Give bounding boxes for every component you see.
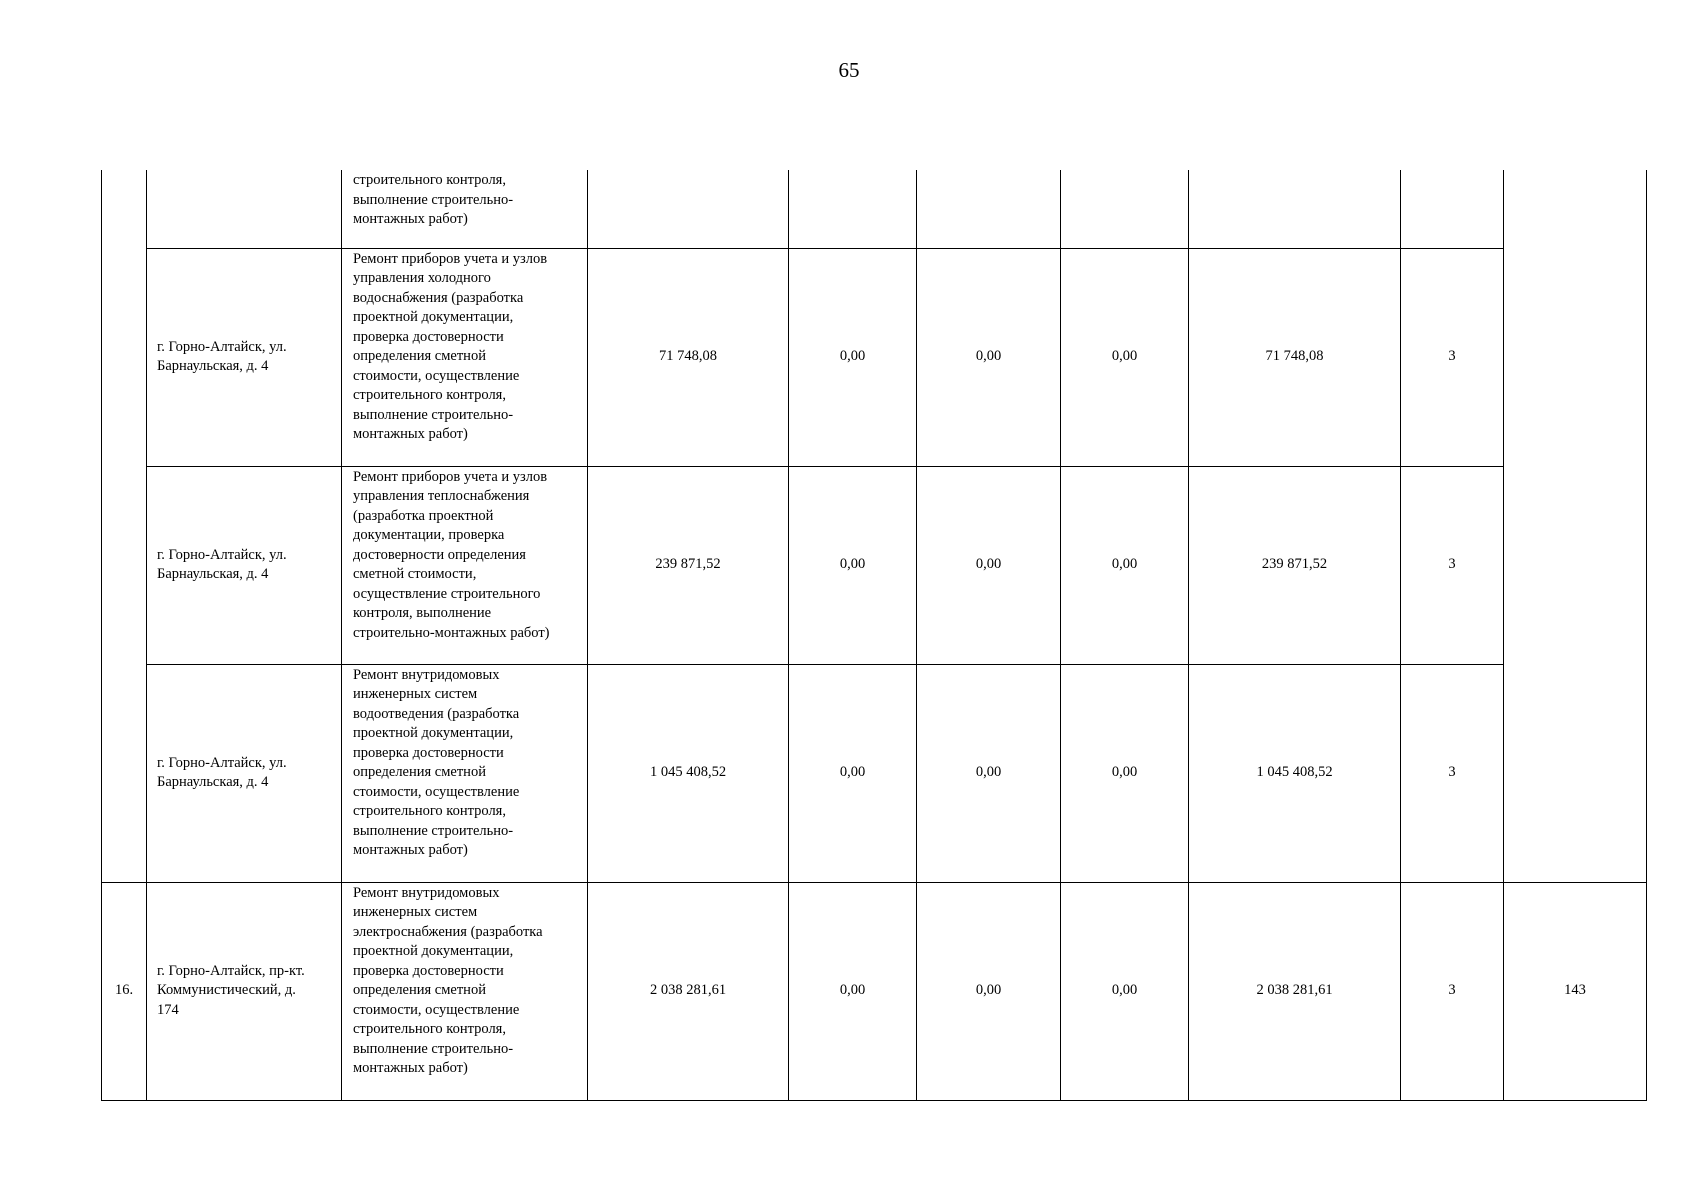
federal-funds-cell: 0,00 (789, 248, 917, 466)
method-cell: 3 (1401, 882, 1504, 1100)
address-cell: г. Горно-Алтайск, ул. Барнаульская, д. 4 (147, 664, 342, 882)
regional-funds-cell: 0,00 (917, 248, 1061, 466)
work-description-cell: Ремонт внутридомовых инженерных систем электроснабжения (разработка проектной документации, проверка достоверности определения сметной стоимости, осуществление строительного контроля, выполнение строительно- монтажных работ) (342, 882, 588, 1100)
method-cell: 3 (1401, 664, 1504, 882)
regional-funds-cell (917, 170, 1061, 248)
owners-funds-cell: 1 045 408,52 (1189, 664, 1401, 882)
federal-funds-cell: 0,00 (789, 664, 917, 882)
table-row (102, 170, 1647, 248)
method-cell: 3 (1401, 466, 1504, 664)
local-funds-cell (1061, 170, 1189, 248)
federal-funds-cell: 0,00 (789, 466, 917, 664)
local-funds-cell: 0,00 (1061, 466, 1189, 664)
owners-funds-cell (1189, 170, 1401, 248)
work-description-cell: строительного контроля, выполнение строительно- монтажных работ) (342, 170, 588, 248)
cost-total-cell: 1 045 408,52 (588, 664, 789, 882)
table-row (102, 248, 1647, 466)
work-description-cell: Ремонт приборов учета и узлов управления холодного водоснабжения (разработка проектной документации, проверка достоверности определения сметной стоимости, осуществление строительного контроля, выполнение строительно- монтажных работ) (342, 248, 588, 466)
address-cell: г. Горно-Алтайск, ул. Барнаульская, д. 4 (147, 248, 342, 466)
owners-funds-cell: 2 038 281,61 (1189, 882, 1401, 1100)
page-number: 65 (838, 58, 860, 82)
row-number-cell: 16. (102, 882, 147, 1100)
row-number-cell (102, 170, 147, 882)
cost-total-cell: 239 871,52 (588, 466, 789, 664)
federal-funds-cell (789, 170, 917, 248)
work-description-cell: Ремонт приборов учета и узлов управления теплоснабжения (разработка проектной документации, проверка достоверности определения сметной стоимости, осуществление строительного контроля, выполнение строительно-монтажных работ) (342, 466, 588, 664)
local-funds-cell: 0,00 (1061, 882, 1189, 1100)
cost-total-cell: 2 038 281,61 (588, 882, 789, 1100)
table-row (102, 466, 1647, 664)
regional-funds-cell: 0,00 (917, 466, 1061, 664)
cost-total-cell: 71 748,08 (588, 248, 789, 466)
regional-funds-cell: 0,00 (917, 882, 1061, 1100)
local-funds-cell: 0,00 (1061, 248, 1189, 466)
owners-funds-cell: 71 748,08 (1189, 248, 1401, 466)
area-cell: 143 (1504, 882, 1647, 1100)
area-cell (1504, 170, 1647, 882)
local-funds-cell: 0,00 (1061, 664, 1189, 882)
address-cell: г. Горно-Алтайск, пр-кт. Коммунистический, д. 174 (147, 882, 342, 1100)
cost-total-cell (588, 170, 789, 248)
work-description-cell: Ремонт внутридомовых инженерных систем водоотведения (разработка проектной документации, проверка достоверности определения сметной стоимости, осуществление строительного контроля, выполнение строительно- монтажных работ) (342, 664, 588, 882)
works-table (101, 170, 1647, 1101)
method-cell: 3 (1401, 248, 1504, 466)
owners-funds-cell: 239 871,52 (1189, 466, 1401, 664)
table-row (102, 664, 1647, 882)
table-row (102, 882, 1647, 1100)
address-cell (147, 170, 342, 248)
address-cell: г. Горно-Алтайск, ул. Барнаульская, д. 4 (147, 466, 342, 664)
regional-funds-cell: 0,00 (917, 664, 1061, 882)
federal-funds-cell: 0,00 (789, 882, 917, 1100)
method-cell (1401, 170, 1504, 248)
